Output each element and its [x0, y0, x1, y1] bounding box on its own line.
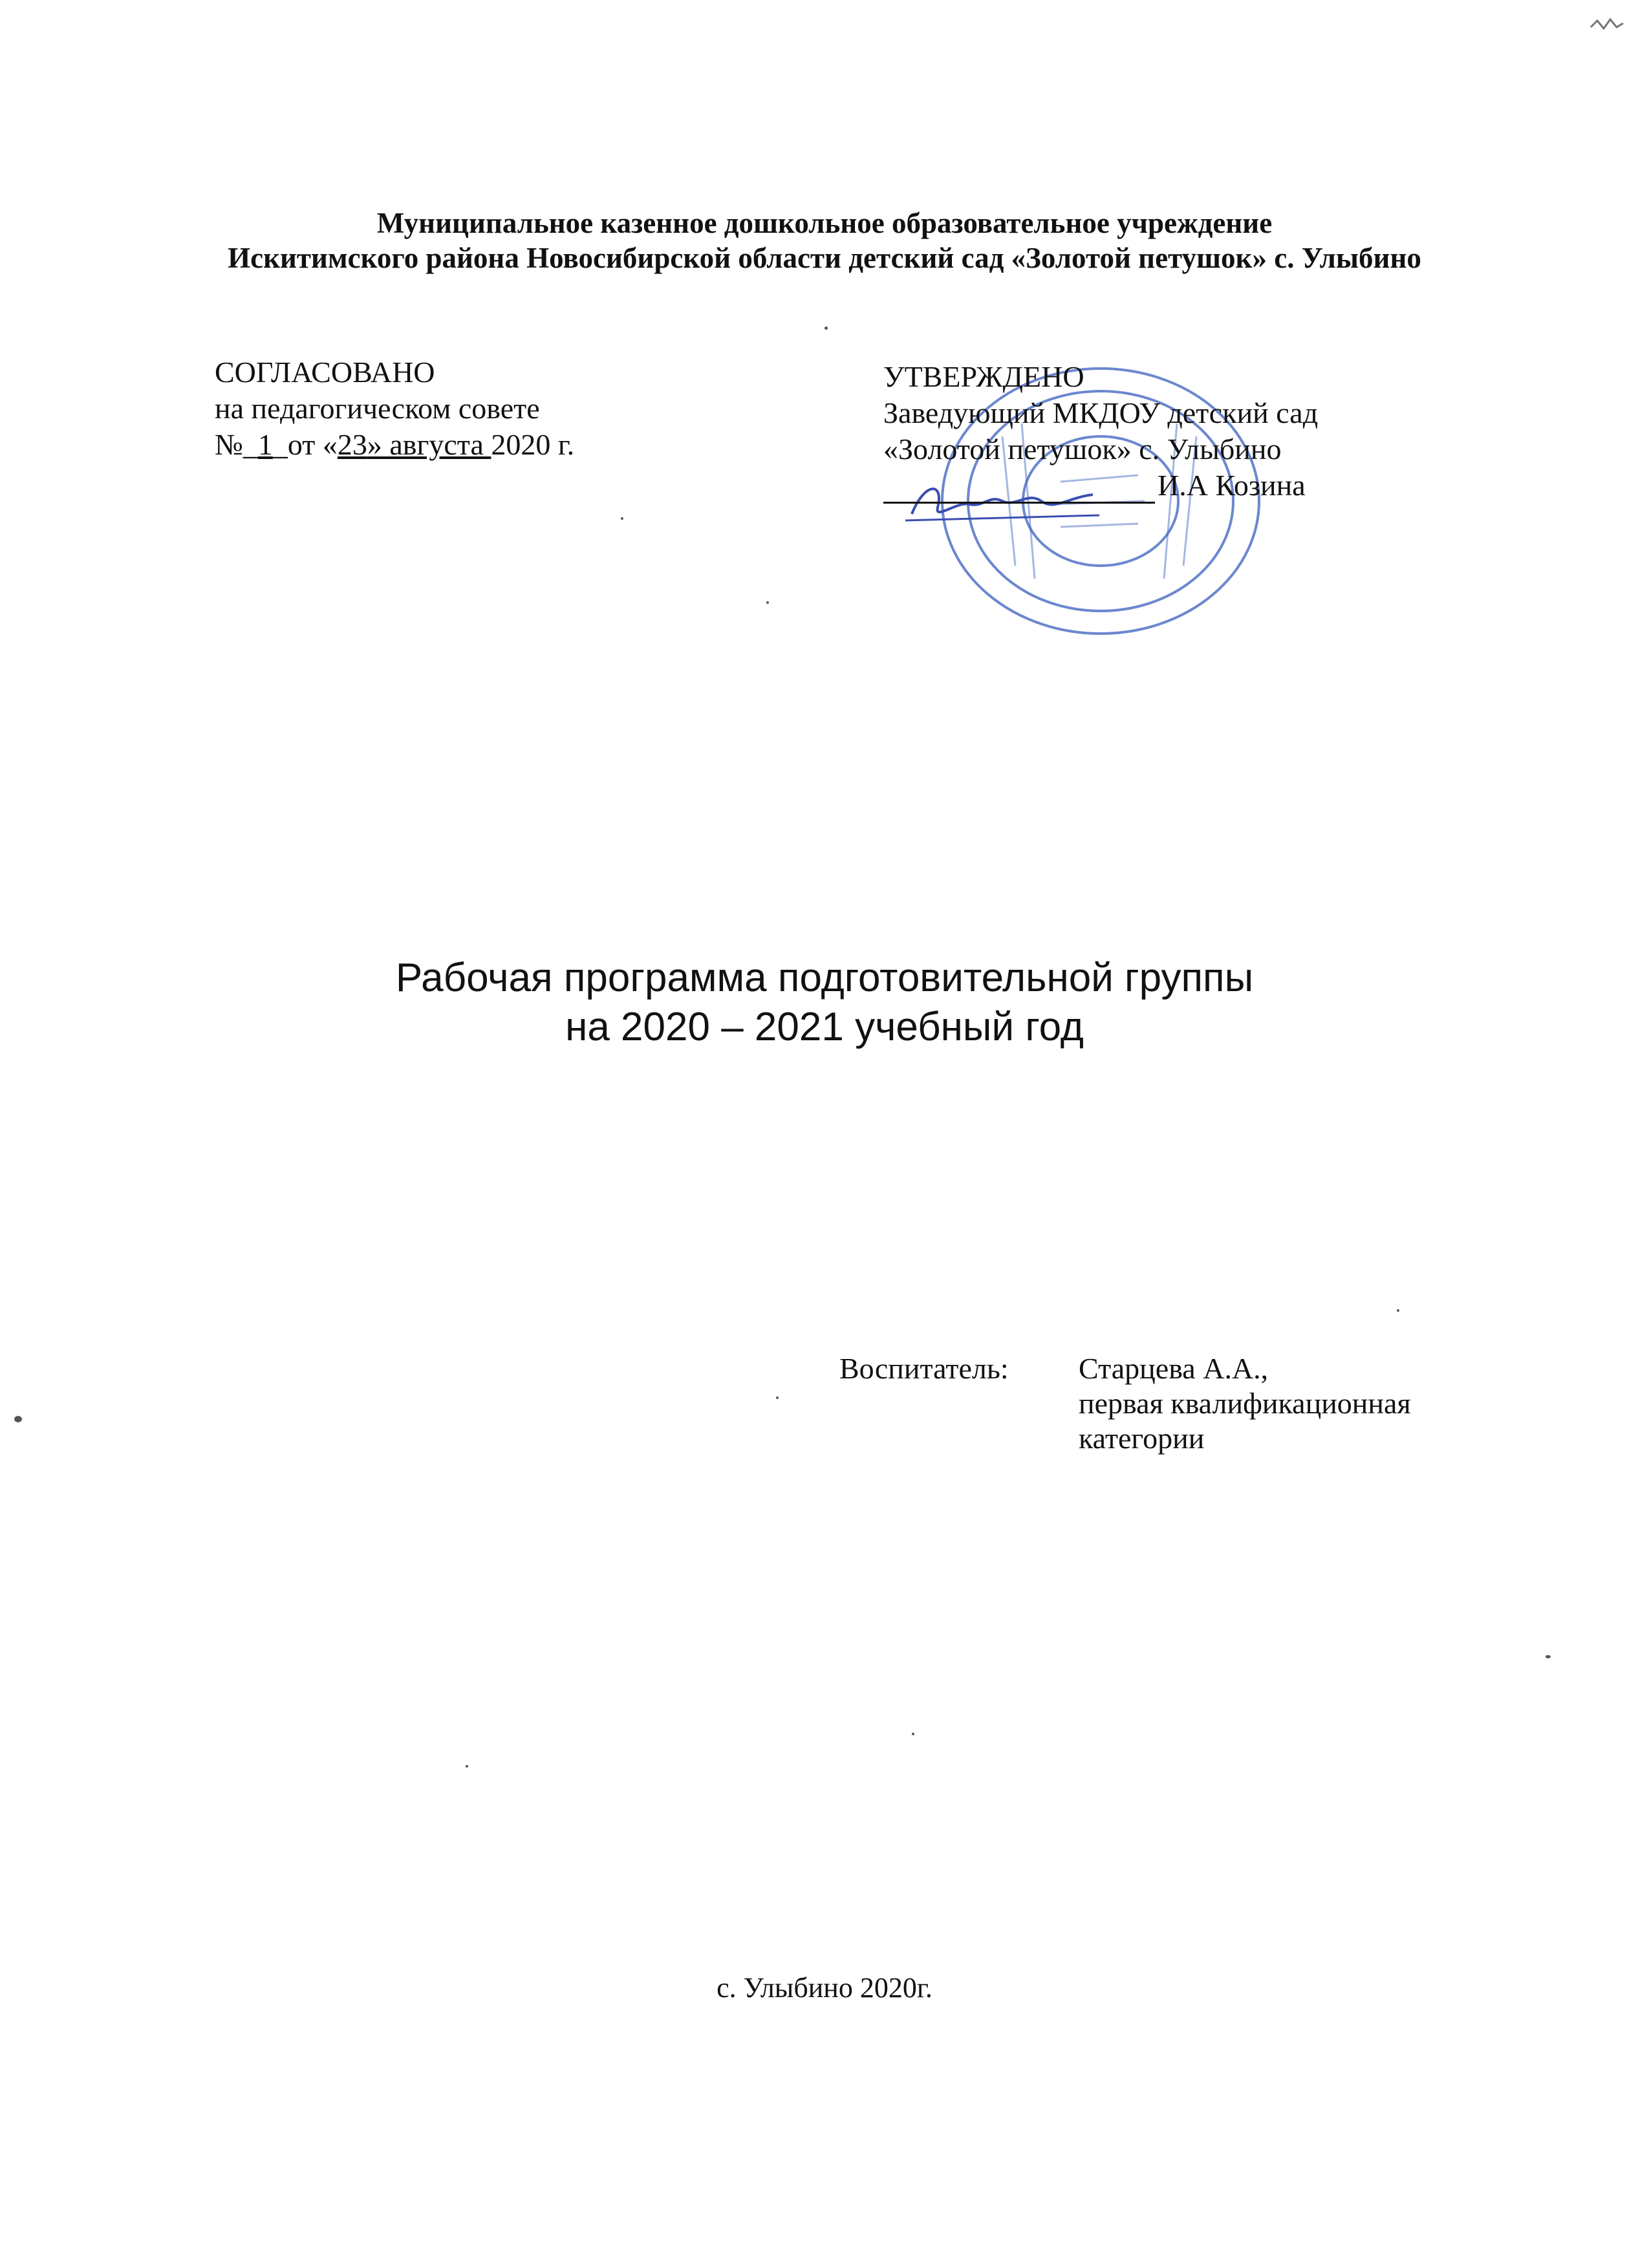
educator-name: Старцева А.А., — [1079, 1352, 1269, 1385]
educator-qualification-line1: первая квалификационная — [1079, 1387, 1411, 1420]
institution-header — [0, 206, 1649, 275]
educator-label: Воспитатель: — [839, 1352, 1009, 1385]
protocol-year: 2020 г. — [491, 428, 575, 461]
scan-speck — [1546, 1655, 1551, 1658]
scan-artifact-corner — [1588, 14, 1626, 40]
scan-speck — [14, 1416, 22, 1422]
protocol-month: » августа — [367, 428, 491, 461]
scan-speck — [621, 517, 623, 520]
educator-block — [839, 1351, 1411, 1456]
protocol-prefix: №_ — [215, 428, 258, 461]
institution-name-line1: Муниципальное казенное дошкольное образовательное учреждение — [376, 207, 1273, 239]
document-title-line1: Рабочая программа подготовительной группы — [395, 956, 1254, 1000]
approved-signer: И.А Козина — [1158, 469, 1306, 502]
scan-speck — [776, 1396, 779, 1399]
scan-speck — [766, 601, 769, 604]
scan-speck — [912, 1733, 914, 1735]
educator-row — [839, 1351, 1411, 1386]
footer-place-year: с. Улыбино 2020г. — [717, 1972, 932, 2004]
approved-organization: «Золотой петушок» с. Улыбино — [883, 433, 1282, 465]
approved-signature-line — [883, 467, 1318, 504]
educator-qualification-line2: категории — [1079, 1422, 1205, 1455]
approved-title: УТВЕРЖДЕНО — [883, 360, 1084, 393]
document-title-line2: на 2020 – 2021 учебный год — [565, 1005, 1084, 1049]
scan-speck — [466, 1765, 468, 1768]
agreed-title: СОГЛАСОВАНО — [215, 356, 435, 389]
scan-speck — [1397, 1309, 1399, 1312]
approved-block — [883, 359, 1318, 504]
institution-name-line2: Искитимского района Новосибирской области детский сад «Золотой петушок» с. Улыбино — [228, 242, 1421, 274]
protocol-mid: _от « — [272, 428, 338, 461]
agreed-block — [215, 354, 574, 463]
agreed-protocol — [215, 427, 574, 463]
protocol-day: 23 — [337, 428, 367, 461]
agreed-council: на педагогическом совете — [215, 392, 540, 425]
signature-underline — [883, 473, 1155, 504]
approved-position: Заведующий МКДОУ детский сад — [883, 396, 1319, 429]
scan-speck — [824, 326, 828, 330]
document-title — [0, 954, 1649, 1052]
protocol-number: 1 — [257, 428, 273, 461]
